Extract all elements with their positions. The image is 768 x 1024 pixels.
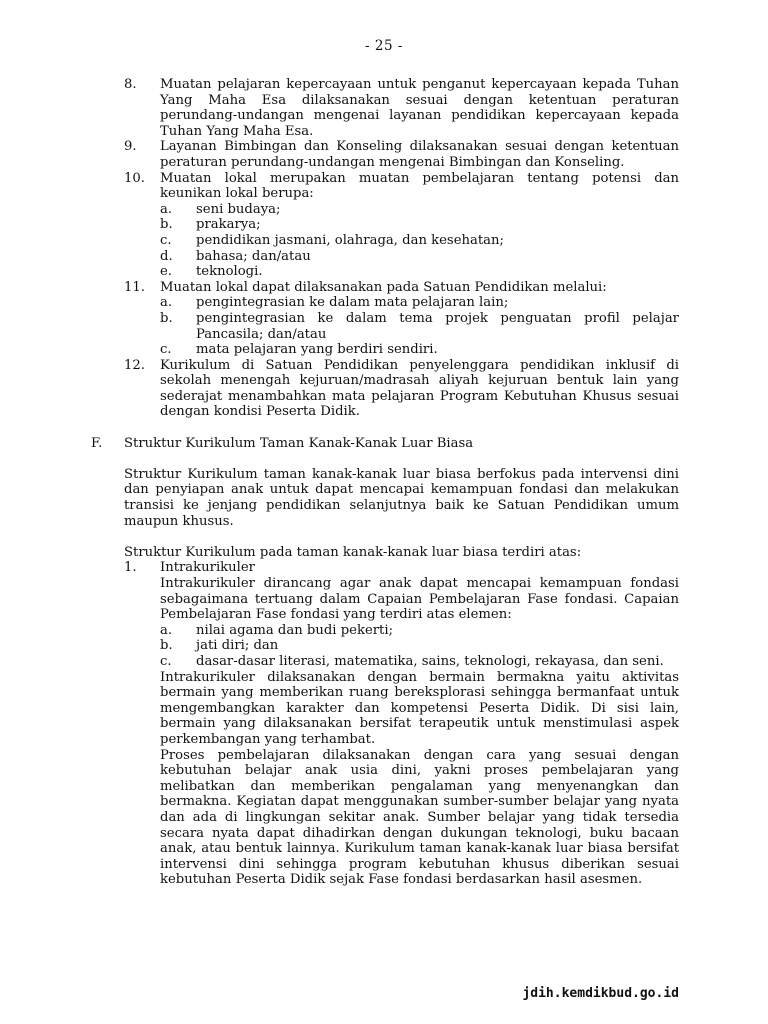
sub-item xyxy=(0,264,768,280)
list-text: Kurikulum di Satuan Pendidikan penyelenggara pendidikan inklusif di sekolah menengah kejuruan/madrasah aliyah kejuruan bentuk lain yang sederajat menambahkan mata pelajaran Program Kebutuhan Khusus sesuai dengan kondisi Peserta Didik. xyxy=(160,357,679,420)
list-item-12 xyxy=(0,358,768,420)
sub-letter: a. xyxy=(160,201,173,217)
list-title: Intrakurikuler xyxy=(160,560,255,576)
sub-text: prakarya; xyxy=(196,217,261,233)
list-item-11 xyxy=(0,280,768,296)
sub-letter: c. xyxy=(160,342,172,358)
document-body xyxy=(0,77,768,888)
list-item-1 xyxy=(0,560,768,576)
sub-item xyxy=(0,249,768,265)
list-text: Muatan lokal merupakan muatan pembelajaran tentang potensi dan keunikan lokal berupa: xyxy=(160,170,679,202)
list-number: 1. xyxy=(124,560,137,576)
list-item-9 xyxy=(0,139,768,170)
list-item-8 xyxy=(0,77,768,139)
sub-letter: d. xyxy=(160,248,173,264)
sub-letter: b. xyxy=(160,638,173,654)
list-number: 10. xyxy=(124,170,145,186)
sub-text: pengintegrasian ke dalam mata pelajaran lain; xyxy=(196,295,509,311)
sub-letter: c. xyxy=(160,653,172,669)
sub-text: seni budaya; xyxy=(196,201,281,217)
sub-letter: e. xyxy=(160,264,172,280)
list-paragraph: Proses pembelajaran dilaksanakan dengan cara yang sesuai dengan kebutuhan belajar anak usia dini, yakni proses pembelajaran yang melibatkan dan memberikan pengalaman yang menyenangkan dan bermakna. Kegiatan dapat menggunakan sumber-sumber belajar yang nyata dan ada di lingkungan sekitar anak. Sumber belajar yang tidak tersedia secara nyata dapat dihadirkan dengan dukungan teknologi, buku bacaan anak, atau bentuk lainnya. Kurikulum taman kanak-kanak luar biasa bersifat intervensi dini sehingga program kebutuhan khusus diberikan sesuai kebutuhan Peserta Didik sejak Fase fondasi berdasarkan hasil asesmen. xyxy=(160,747,679,888)
sub-text: pendidikan jasmani, olahraga, dan kesehatan; xyxy=(196,232,504,248)
footer-url: jdih.kemdikbud.go.id xyxy=(522,986,679,1001)
sub-text: pengintegrasian ke dalam tema projek penguatan profil pelajar Pancasila; dan/atau xyxy=(196,310,679,342)
sub-text: nilai agama dan budi pekerti; xyxy=(196,622,394,638)
sub-item xyxy=(0,638,768,654)
sub-item xyxy=(0,342,768,358)
sub-item xyxy=(0,295,768,311)
list-text: Layanan Bimbingan dan Konseling dilaksanakan sesuai dengan ketentuan peraturan perundang-undangan mengenai Bimbingan dan Konseling. xyxy=(160,139,679,170)
sub-item xyxy=(0,623,768,639)
list-text: Muatan lokal dapat dilaksanakan pada Satuan Pendidikan melalui: xyxy=(160,279,607,295)
sub-item xyxy=(0,654,768,670)
section-f-heading xyxy=(0,436,768,452)
sub-item xyxy=(0,233,768,249)
sub-text: bahasa; dan/atau xyxy=(196,248,311,264)
list-text: Muatan pelajaran kepercayaan untuk penganut kepercayaan kepada Tuhan Yang Maha Esa dilaksanakan sesuai dengan ketentuan peraturan perundang-undangan mengenai layanan pendidikan kepercayaan kepada Tuhan Yang Maha Esa. xyxy=(160,77,679,139)
sub-text: teknologi. xyxy=(196,264,263,280)
list-number: 11. xyxy=(124,279,145,295)
sub-item xyxy=(0,311,768,342)
sub-item xyxy=(0,217,768,233)
list-item-10 xyxy=(0,171,768,202)
sub-letter: b. xyxy=(160,310,173,326)
sub-letter: a. xyxy=(160,622,173,638)
section-label: F. xyxy=(91,435,103,451)
list-number: 12. xyxy=(124,357,145,373)
sub-letter: a. xyxy=(160,295,173,311)
sub-letter: b. xyxy=(160,217,173,233)
list-paragraph: Intrakurikuler dilaksanakan dengan bermain bermakna yaitu aktivitas bermain yang memberikan ruang bereksplorasi sehingga bermanfaat untuk mengembangkan karakter dan kompetensi Peserta Didik. Di sisi lain, bermain yang dilaksanakan bersifat terapeutik untuk menstimulasi aspek perkembangan yang terhambat. xyxy=(160,669,679,747)
list-number: 8. xyxy=(124,77,137,92)
section-title: Struktur Kurikulum Taman Kanak-Kanak Luar Biasa xyxy=(124,435,474,451)
sub-text: mata pelajaran yang berdiri sendiri. xyxy=(196,342,438,358)
section-paragraph: Struktur Kurikulum taman kanak-kanak luar biasa berfokus pada intervensi dini dan penyiapan anak untuk dapat mencapai kemampuan fondasi dan melakukan transisi ke jenjang pendidikan selanjutnya baik ke Satuan Pendidikan umum maupun khusus. xyxy=(124,466,679,529)
page-number: - 25 - xyxy=(365,38,403,54)
sub-item xyxy=(0,202,768,218)
list-paragraph: Intrakurikuler dirancang agar anak dapat mencapai kemampuan fondasi sebagaimana tertuang dalam Capaian Pembelajaran Fase fondasi. Capaian Pembelajaran Fase fondasi yang terdiri atas elemen: xyxy=(160,576,679,623)
section-paragraph: Struktur Kurikulum pada taman kanak-kanak luar biasa terdiri atas: xyxy=(124,544,582,560)
sub-text: jati diri; dan xyxy=(196,638,279,654)
list-number: 9. xyxy=(124,139,137,155)
sub-letter: c. xyxy=(160,232,172,248)
sub-text: dasar-dasar literasi, matematika, sains, teknologi, rekayasa, dan seni. xyxy=(196,653,664,669)
